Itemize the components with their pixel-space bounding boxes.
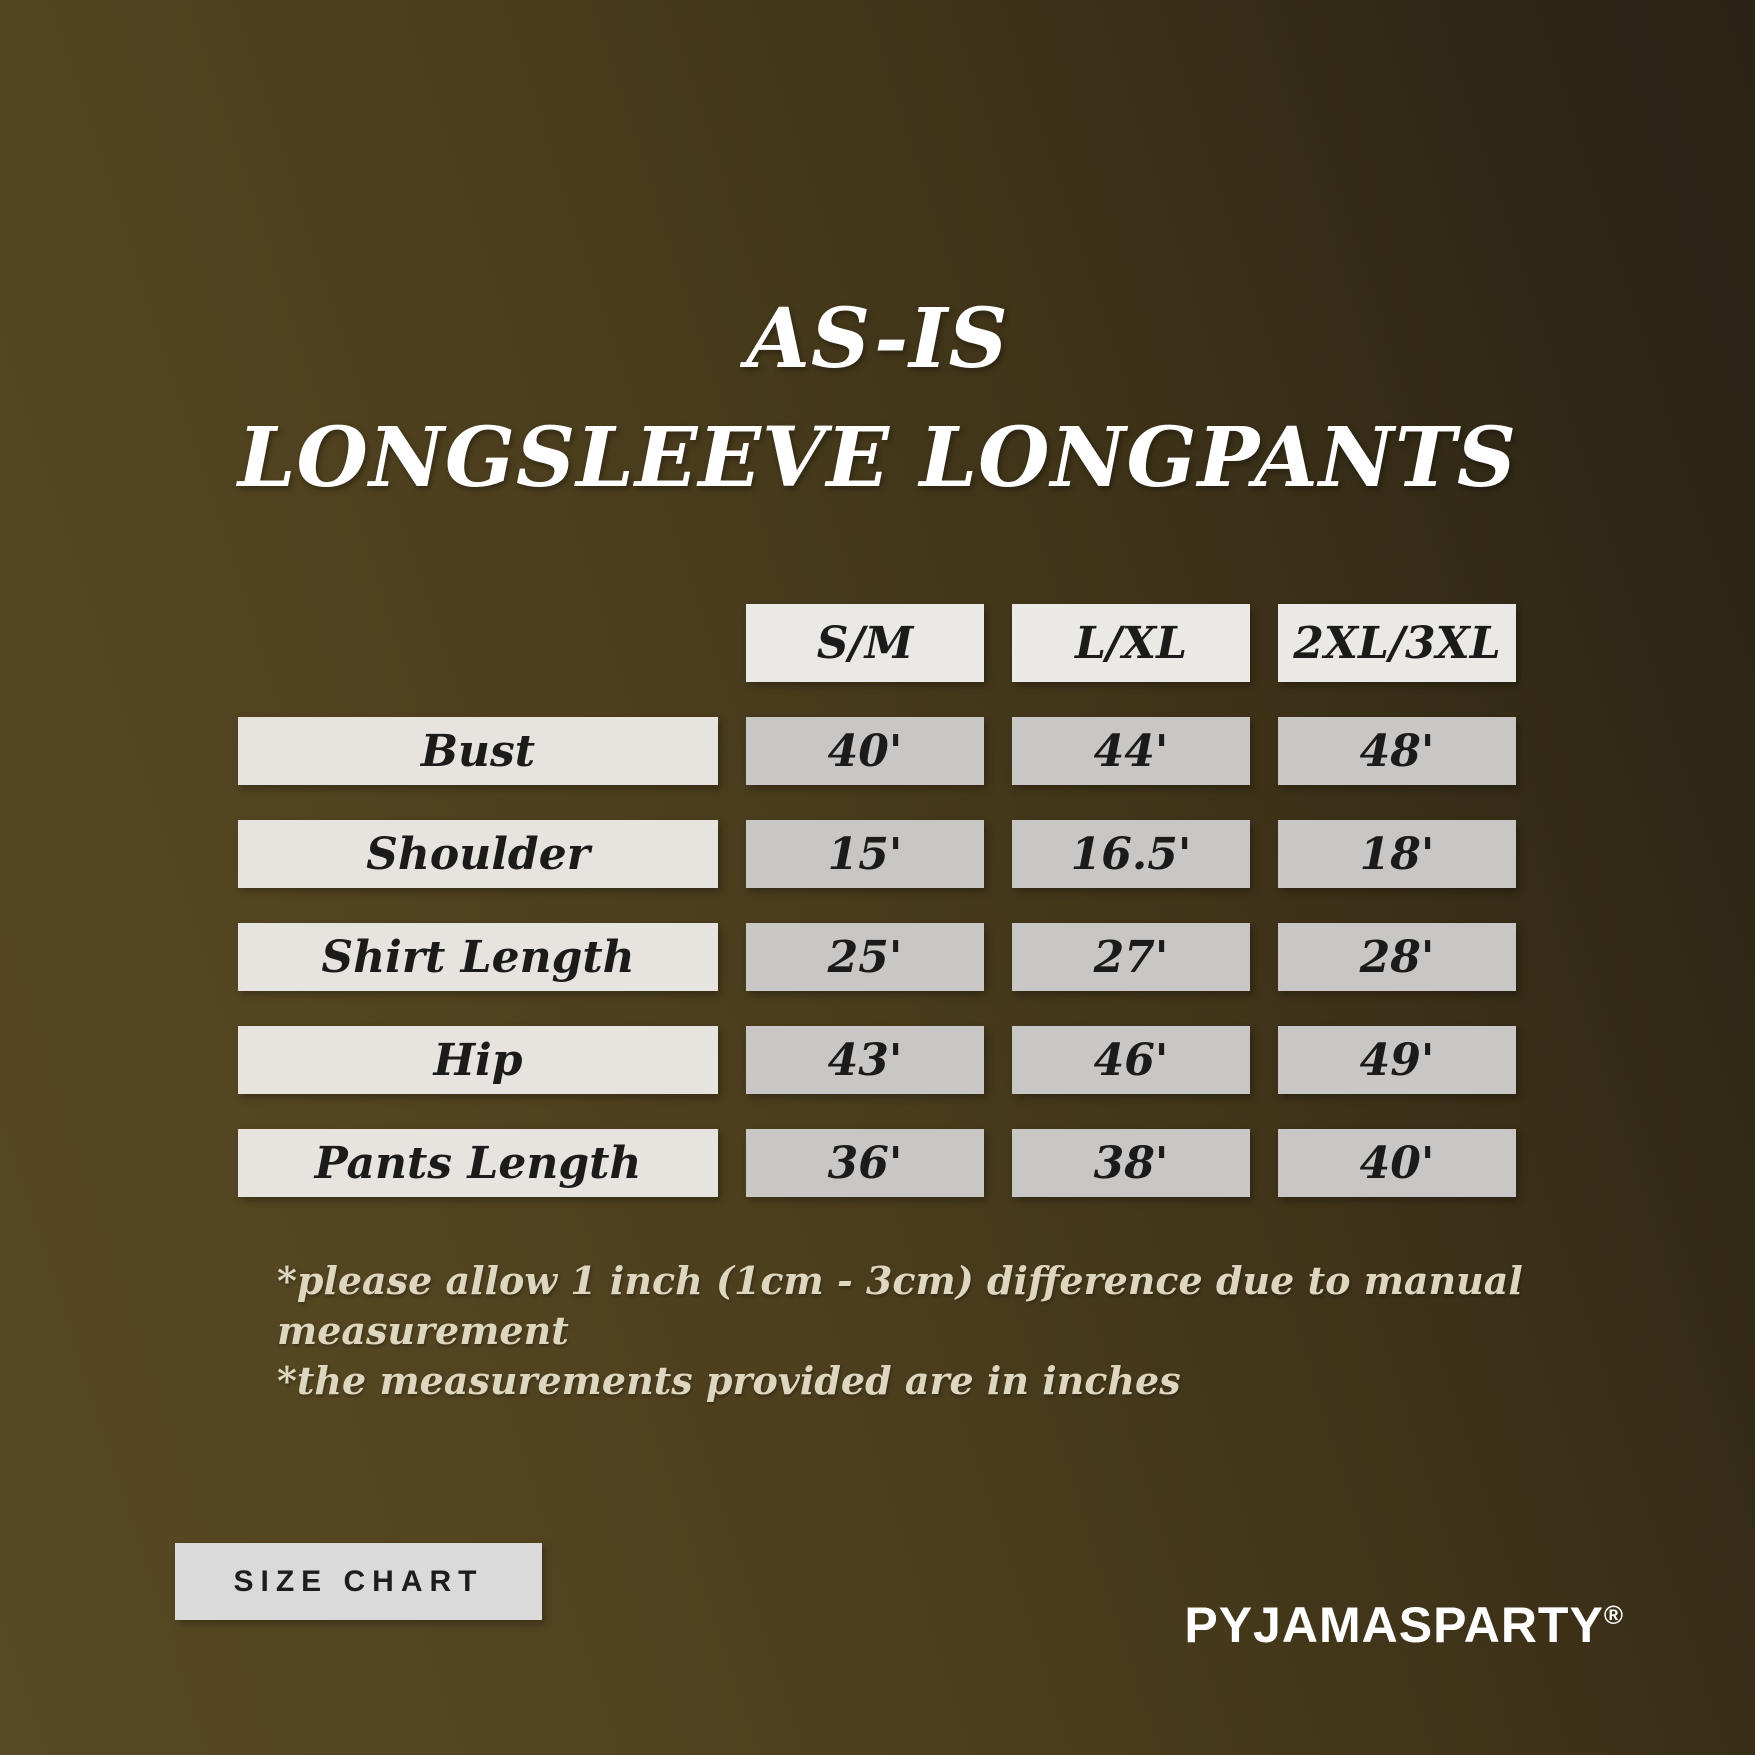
brand-name: PYJAMASPARTY (1184, 1597, 1604, 1653)
row-label-bust: Bust (238, 717, 718, 785)
cell-hip-2xl3xl: 49' (1278, 1026, 1516, 1094)
cell-hip-sm: 43' (746, 1026, 984, 1094)
title-line-2: LONGSLEEVE LONGPANTS (237, 409, 1518, 506)
registered-trademark-symbol: ® (1603, 1600, 1623, 1630)
row-label-hip: Hip (238, 1026, 718, 1094)
cell-shirt-length-2xl3xl: 28' (1278, 923, 1516, 991)
cell-pants-length-2xl3xl: 40' (1278, 1129, 1516, 1197)
cell-shirt-length-sm: 25' (746, 923, 984, 991)
footnote-measurement-tolerance: *please allow 1 inch (1cm - 3cm) difference due to manual measurement (277, 1258, 1523, 1353)
row-label-shoulder: Shoulder (238, 820, 718, 888)
cell-bust-lxl: 44' (1012, 717, 1250, 785)
column-header-lxl: L/XL (1012, 604, 1250, 682)
table-corner-spacer (238, 604, 718, 682)
cell-bust-sm: 40' (746, 717, 984, 785)
column-header-2xl3xl: 2XL/3XL (1278, 604, 1516, 682)
footnotes (277, 1256, 1755, 1406)
cell-shirt-length-lxl: 27' (1012, 923, 1250, 991)
cell-shoulder-2xl3xl: 18' (1278, 820, 1516, 888)
brand-logo (1184, 1596, 1623, 1654)
column-header-sm: S/M (746, 604, 984, 682)
size-table (238, 604, 1516, 1197)
page-title (0, 280, 1755, 518)
cell-bust-2xl3xl: 48' (1278, 717, 1516, 785)
footnote-units: *the measurements provided are in inches (277, 1358, 1181, 1403)
size-chart-badge-label: SIZE CHART (233, 1564, 484, 1598)
cell-shoulder-sm: 15' (746, 820, 984, 888)
row-label-shirt-length: Shirt Length (238, 923, 718, 991)
size-chart-badge (175, 1543, 542, 1620)
cell-hip-lxl: 46' (1012, 1026, 1250, 1094)
cell-shoulder-lxl: 16.5' (1012, 820, 1250, 888)
cell-pants-length-sm: 36' (746, 1129, 984, 1197)
title-line-1: AS-IS (746, 291, 1009, 387)
cell-pants-length-lxl: 38' (1012, 1129, 1250, 1197)
row-label-pants-length: Pants Length (238, 1129, 718, 1197)
